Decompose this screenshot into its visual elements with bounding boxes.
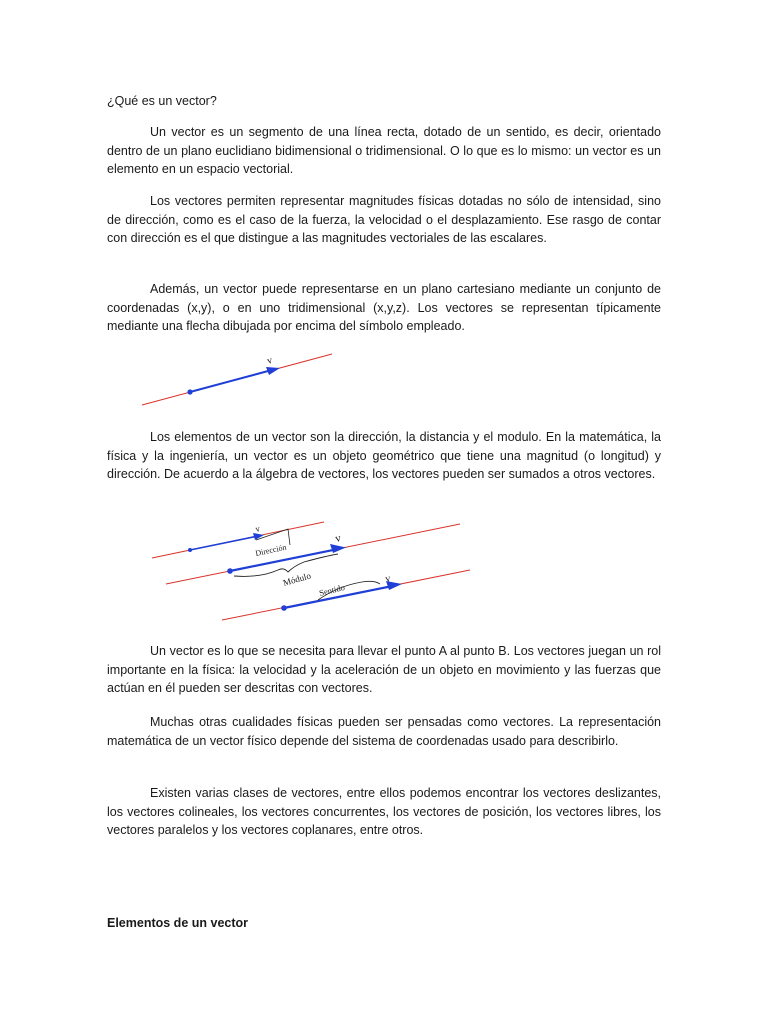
paragraph-physical-qualities: Muchas otras cualidades físicas pueden ser pensadas como vectores. La representación matemática de un vector físico depende del sistema de coordenadas usado para describirlo. — [107, 715, 661, 748]
arrowhead-icon — [266, 367, 280, 375]
origin-point — [187, 389, 192, 394]
origin-point — [188, 548, 192, 552]
module-brace — [234, 554, 338, 576]
vector-elements-diagram — [148, 520, 478, 630]
paragraph-magnitudes: Los vectores permiten representar magnitudes físicas dotadas no sólo de intensidad, sino de dirección, como es el caso de la fuerza, la velocidad o el desplazamiento. Ese rasgo de contar con dirección es el que distingue a las magnitudes vectoriales de las escalares. — [107, 194, 661, 245]
paragraph-point-a-b: Un vector es lo que se necesita para llevar el punto A al punto B. Los vectores juegan un rol importante en la física: la velocidad y la aceleración de un objeto en movimiento y las fuerzas que actúan en él pueden ser descritas con vectores. — [107, 644, 661, 695]
vector-diagram-simple — [140, 350, 340, 410]
vector-label: v — [265, 354, 274, 367]
question-heading: ¿Qué es un vector? — [107, 94, 217, 108]
section-title: Elementos de un vector — [107, 916, 249, 930]
paragraph-vector-classes: Existen varias clases de vectores, entre ellos podemos encontrar los vectores deslizantes, los vectores colineales, los vectores concurrentes, los vectores de posición, los vectores libres, los vectores paralelos y los vectores coplanares, entre otros. — [107, 786, 661, 837]
direction-label: Dirección — [254, 542, 288, 558]
vector-arrow — [190, 371, 270, 393]
paragraph-definition: Un vector es un segmento de una línea recta, dotado de un sentido, es decir, orientado dentro de un plano euclidiano bidimensional o tridimensional. O lo que es lo mismo: un vector es un elemento en un espacio vectorial. — [107, 125, 661, 176]
vector-label-top: v — [254, 523, 261, 534]
module-label: Módulo — [281, 570, 312, 588]
origin-point — [281, 605, 287, 611]
vector-label-main: v — [334, 532, 343, 545]
arrowhead-icon — [330, 544, 346, 553]
sense-label: Sentido — [318, 581, 346, 598]
vector-main — [230, 550, 334, 571]
vector-label-bottom: v — [384, 573, 392, 585]
origin-point — [227, 568, 233, 574]
paragraph-coordinates: Además, un vector puede representarse en un plano cartesiano mediante un conjunto de coordenadas (x,y), o en uno tridimensional (x,y,z). Los vectores se representan típicamente mediante una flecha dibujada por encima del símbolo empleado. — [107, 282, 661, 333]
vector-top — [190, 537, 256, 551]
paragraph-elements: Los elementos de un vector son la dirección, la distancia y el modulo. En la matemática, la física y la ingeniería, un vector es un objeto geométrico que tiene una magnitud (o longitud) y dirección. De acuerdo a la álgebra de vectores, los vectores pueden ser sumados a otros vectores. — [107, 430, 661, 481]
